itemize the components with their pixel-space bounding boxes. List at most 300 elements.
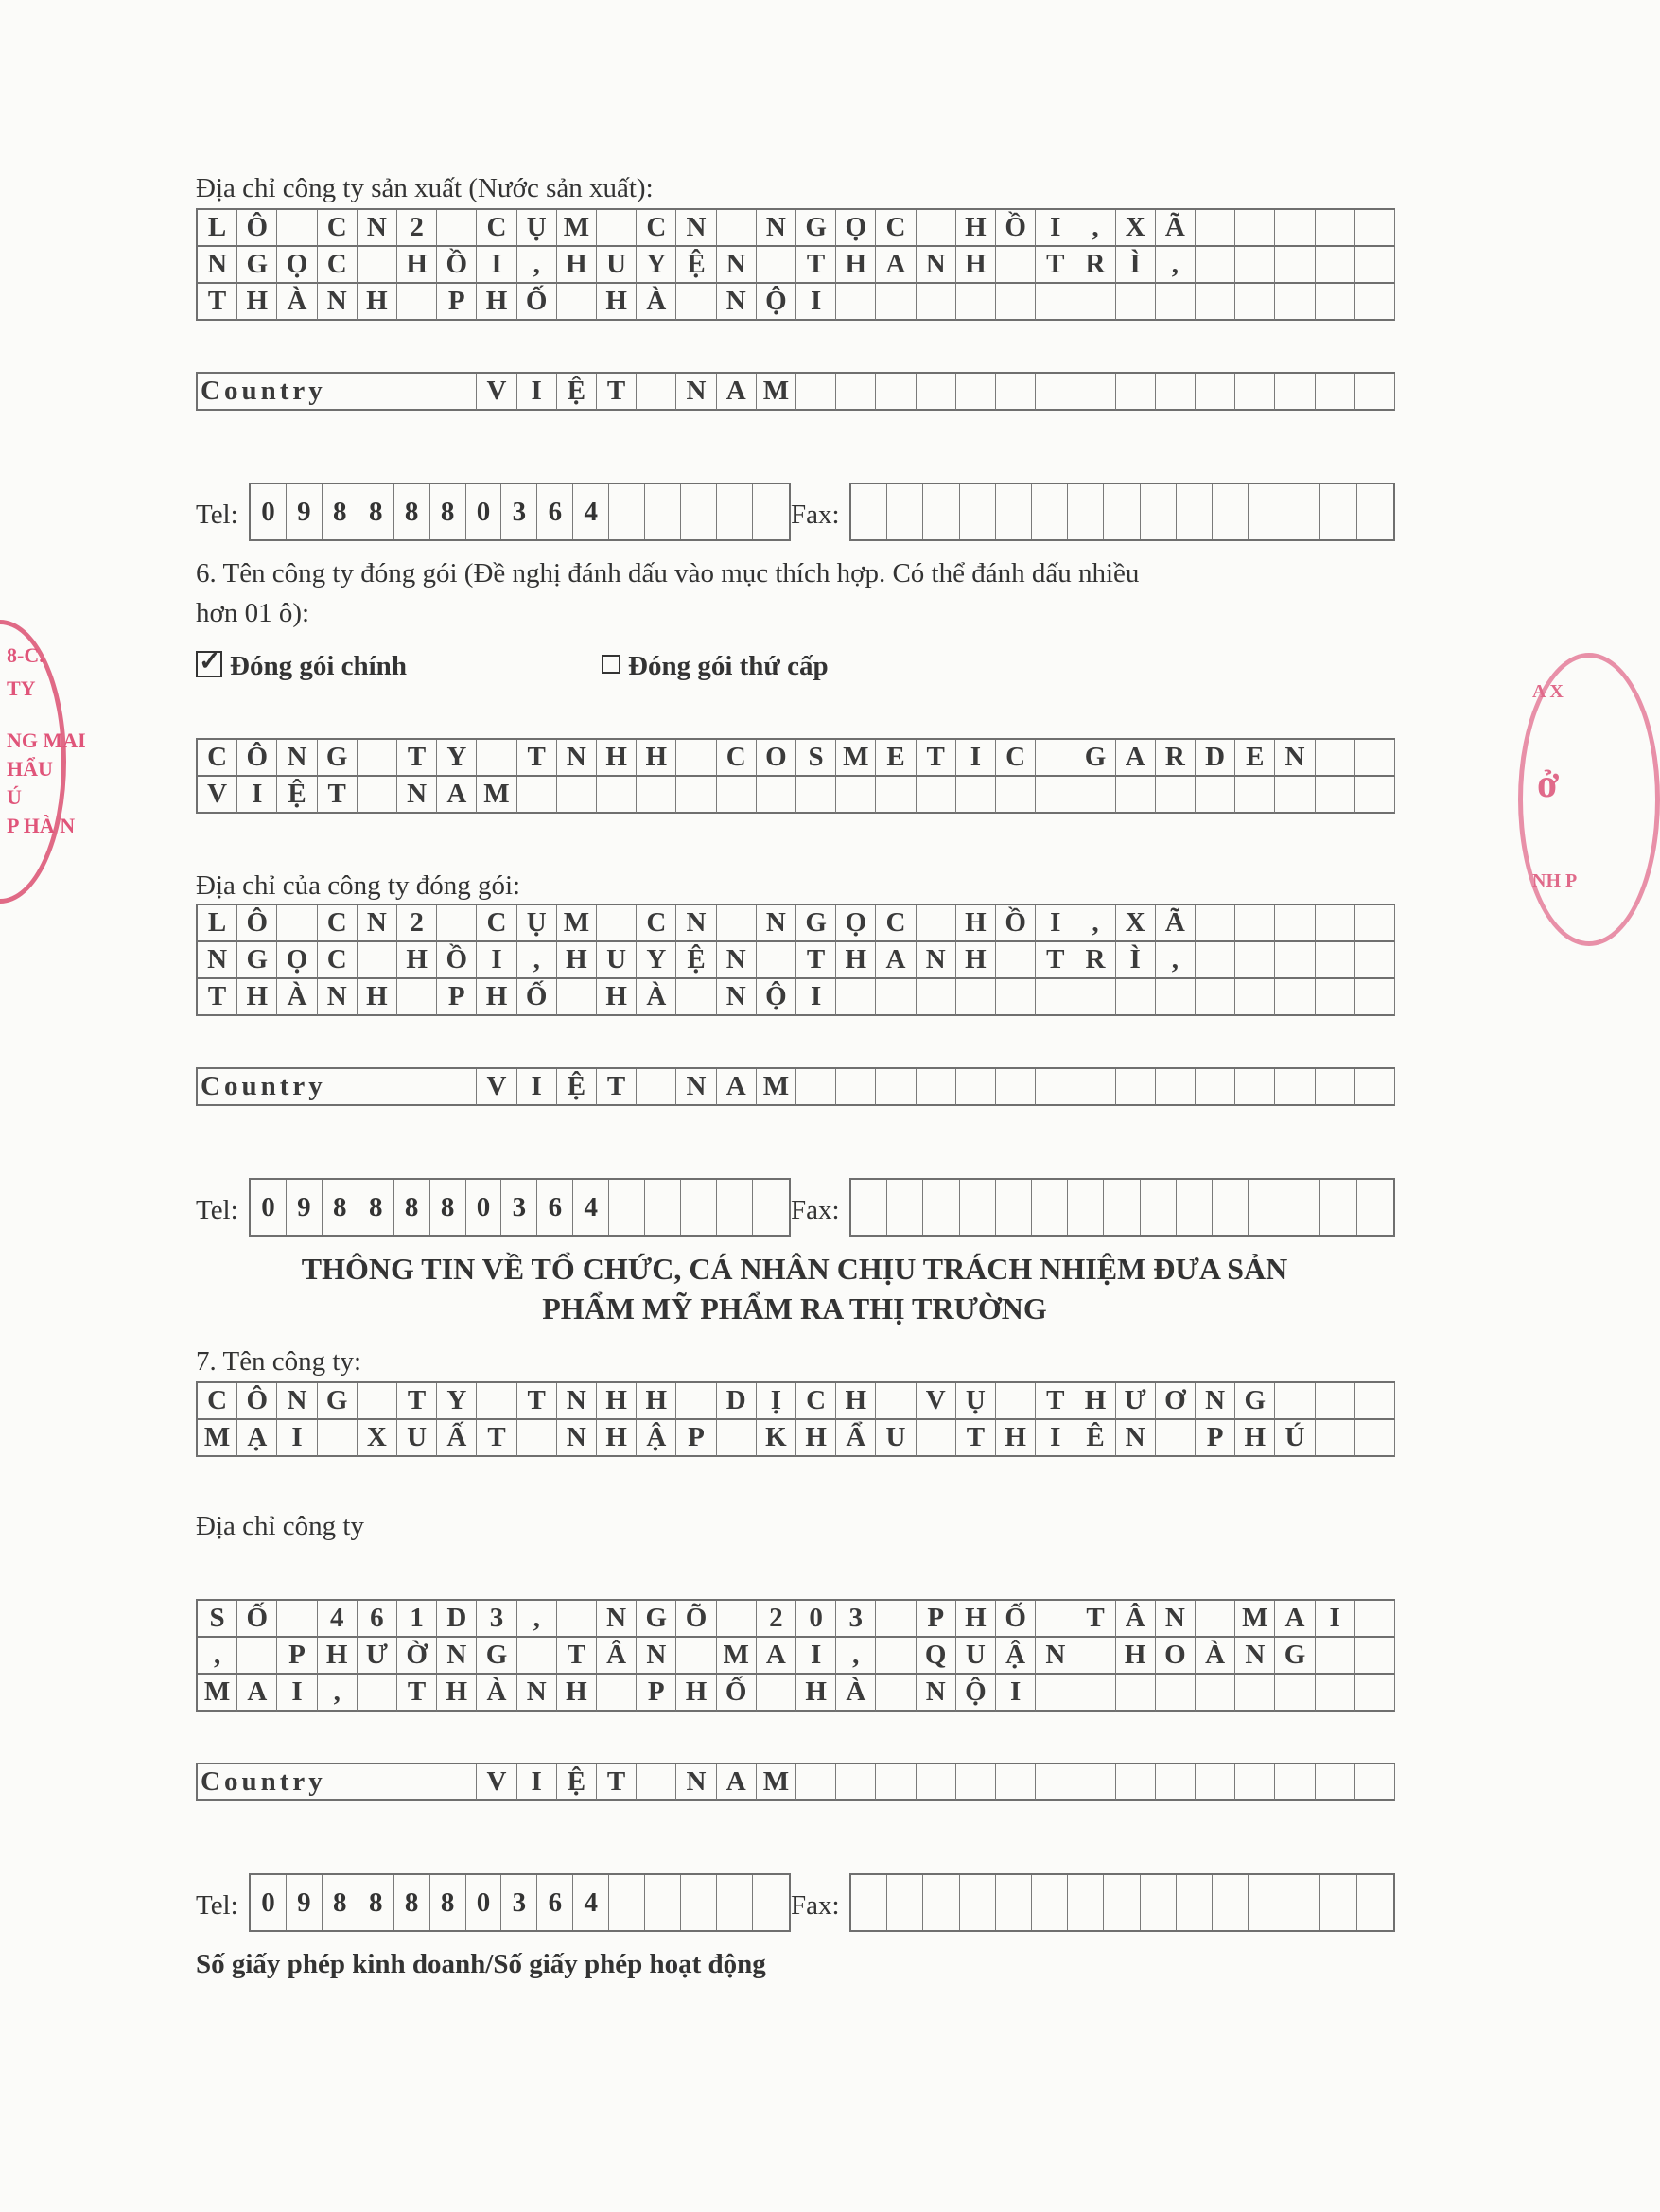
packer-country-grid[interactable] (196, 1067, 1395, 1106)
char-cell[interactable]: G (237, 247, 277, 284)
char-cell[interactable] (1275, 979, 1315, 1016)
digit-box[interactable] (887, 1180, 923, 1235)
digit-box[interactable] (923, 484, 959, 539)
char-cell[interactable]: Ê (1075, 1420, 1115, 1457)
char-cell[interactable]: Ệ (676, 247, 716, 284)
char-cell[interactable]: H (397, 247, 437, 284)
char-cell[interactable] (996, 247, 1036, 284)
country-char-cell[interactable]: I (517, 1069, 557, 1106)
char-cell[interactable] (1316, 905, 1355, 942)
char-cell[interactable]: T (517, 1383, 557, 1420)
char-cell[interactable]: 3 (836, 1601, 876, 1638)
mfr-fax-field[interactable] (849, 483, 1395, 541)
country-char-cell[interactable] (1156, 1069, 1196, 1106)
char-cell[interactable] (1355, 1638, 1395, 1675)
char-cell[interactable] (517, 777, 557, 814)
char-cell[interactable] (477, 1383, 516, 1420)
char-cell[interactable]: A (757, 1638, 796, 1675)
digit-box[interactable]: 8 (323, 1180, 358, 1235)
char-cell[interactable] (437, 210, 477, 247)
country-char-cell[interactable] (956, 1069, 996, 1106)
char-cell[interactable]: H (1075, 1383, 1115, 1420)
char-cell[interactable]: Ô (237, 210, 277, 247)
char-cell[interactable] (1275, 1675, 1315, 1712)
char-cell[interactable] (1196, 284, 1235, 321)
char-cell[interactable] (917, 777, 956, 814)
country-char-cell[interactable] (1235, 1764, 1275, 1801)
char-cell[interactable] (1235, 284, 1275, 321)
char-cell[interactable]: Ì (1116, 247, 1156, 284)
digit-box[interactable]: 0 (251, 484, 287, 539)
char-cell[interactable]: , (517, 247, 557, 284)
char-cell[interactable]: N (757, 210, 796, 247)
checkbox-empty-icon[interactable] (602, 655, 620, 674)
char-cell[interactable]: 2 (757, 1601, 796, 1638)
char-cell[interactable] (757, 1675, 796, 1712)
char-cell[interactable] (517, 1420, 557, 1457)
char-cell[interactable] (956, 979, 996, 1016)
digit-box[interactable] (753, 484, 789, 539)
char-cell[interactable]: Ã (1156, 210, 1196, 247)
char-cell[interactable]: N (277, 740, 317, 777)
char-cell[interactable] (996, 777, 1036, 814)
char-cell[interactable]: N (1116, 1420, 1156, 1457)
char-cell[interactable]: H (237, 284, 277, 321)
country-char-cell[interactable] (637, 374, 676, 411)
country-char-cell[interactable]: I (517, 374, 557, 411)
country-char-cell[interactable]: N (676, 1764, 716, 1801)
char-cell[interactable] (318, 1420, 358, 1457)
char-cell[interactable] (358, 247, 397, 284)
country-char-cell[interactable]: T (597, 374, 637, 411)
char-cell[interactable] (876, 1675, 916, 1712)
char-cell[interactable]: 2 (397, 905, 437, 942)
char-cell[interactable] (717, 777, 757, 814)
digit-box[interactable] (923, 1180, 959, 1235)
char-cell[interactable]: T (397, 1675, 437, 1712)
digit-box[interactable] (960, 1875, 996, 1930)
char-cell[interactable] (1355, 1383, 1395, 1420)
digit-box[interactable] (1213, 1875, 1249, 1930)
digit-box[interactable]: 0 (251, 1180, 287, 1235)
char-cell[interactable] (1316, 210, 1355, 247)
char-cell[interactable]: H (956, 942, 996, 979)
char-cell[interactable]: N (1196, 1383, 1235, 1420)
option-primary-packing[interactable] (196, 651, 407, 682)
digit-box[interactable]: 0 (466, 1875, 502, 1930)
char-cell[interactable]: T (198, 979, 237, 1016)
char-cell[interactable]: A (876, 942, 916, 979)
responsible-address-grid[interactable] (196, 1599, 1395, 1712)
char-cell[interactable]: N (757, 905, 796, 942)
country-char-cell[interactable]: A (717, 1069, 757, 1106)
char-cell[interactable] (917, 905, 956, 942)
char-cell[interactable] (277, 210, 317, 247)
country-char-cell[interactable] (1116, 1764, 1156, 1801)
char-cell[interactable]: N (318, 979, 358, 1016)
country-char-cell[interactable] (796, 374, 836, 411)
char-cell[interactable]: Y (637, 247, 676, 284)
char-cell[interactable]: X (1116, 905, 1156, 942)
char-cell[interactable]: À (477, 1675, 516, 1712)
char-cell[interactable]: I (277, 1420, 317, 1457)
char-cell[interactable]: , (517, 942, 557, 979)
char-cell[interactable] (717, 210, 757, 247)
char-cell[interactable]: M (557, 905, 597, 942)
char-cell[interactable]: M (1235, 1601, 1275, 1638)
digit-box[interactable] (1104, 1875, 1140, 1930)
char-cell[interactable]: A (1116, 740, 1156, 777)
char-cell[interactable]: K (757, 1420, 796, 1457)
char-cell[interactable]: Ọ (836, 210, 876, 247)
char-cell[interactable] (1355, 247, 1395, 284)
digit-box[interactable] (887, 484, 923, 539)
char-cell[interactable]: N (358, 905, 397, 942)
char-cell[interactable]: G (1075, 740, 1115, 777)
char-cell[interactable] (597, 1675, 637, 1712)
char-cell[interactable]: E (1235, 740, 1275, 777)
char-cell[interactable]: T (517, 740, 557, 777)
char-cell[interactable]: C (876, 905, 916, 942)
char-cell[interactable]: C (477, 905, 516, 942)
digit-box[interactable]: 6 (537, 1180, 573, 1235)
char-cell[interactable]: C (318, 905, 358, 942)
char-cell[interactable] (1036, 777, 1075, 814)
country-char-cell[interactable] (1036, 1069, 1075, 1106)
char-cell[interactable]: C (637, 210, 676, 247)
char-cell[interactable] (1316, 1675, 1355, 1712)
char-cell[interactable]: Ụ (517, 210, 557, 247)
digit-box[interactable] (1249, 1180, 1284, 1235)
digit-box[interactable] (1032, 484, 1068, 539)
char-cell[interactable]: N (1036, 1638, 1075, 1675)
char-cell[interactable]: N (1156, 1601, 1196, 1638)
char-cell[interactable] (1355, 777, 1395, 814)
country-char-cell[interactable] (1196, 1069, 1235, 1106)
char-cell[interactable] (1116, 1675, 1156, 1712)
char-cell[interactable] (1275, 247, 1315, 284)
char-cell[interactable]: C (876, 210, 916, 247)
char-cell[interactable] (1355, 979, 1395, 1016)
char-cell[interactable]: M (836, 740, 876, 777)
char-cell[interactable] (597, 777, 637, 814)
char-cell[interactable]: C (318, 247, 358, 284)
char-cell[interactable]: N (676, 210, 716, 247)
digit-box[interactable]: 3 (501, 1180, 537, 1235)
char-cell[interactable]: T (796, 247, 836, 284)
digit-box[interactable] (1284, 1180, 1320, 1235)
char-cell[interactable] (1196, 979, 1235, 1016)
char-cell[interactable] (1316, 1383, 1355, 1420)
char-cell[interactable]: N (198, 247, 237, 284)
char-cell[interactable] (1036, 1675, 1075, 1712)
char-cell[interactable] (917, 284, 956, 321)
char-cell[interactable]: N (397, 777, 437, 814)
digit-box[interactable] (717, 484, 753, 539)
char-cell[interactable]: C (318, 210, 358, 247)
country-char-cell[interactable]: V (477, 374, 516, 411)
char-cell[interactable] (836, 979, 876, 1016)
option-secondary-packing[interactable] (602, 651, 829, 682)
digit-box[interactable]: 8 (394, 1180, 430, 1235)
char-cell[interactable] (676, 1383, 716, 1420)
char-cell[interactable]: Ẩ (836, 1420, 876, 1457)
char-cell[interactable]: H (477, 284, 516, 321)
char-cell[interactable]: N (437, 1638, 477, 1675)
char-cell[interactable]: H (318, 1638, 358, 1675)
char-cell[interactable]: H (557, 942, 597, 979)
mfr-address-grid[interactable] (196, 208, 1395, 321)
char-cell[interactable] (676, 979, 716, 1016)
char-cell[interactable]: Ố (237, 1601, 277, 1638)
country-char-cell[interactable] (637, 1069, 676, 1106)
char-cell[interactable] (1275, 210, 1315, 247)
char-cell[interactable] (1196, 247, 1235, 284)
country-char-cell[interactable] (1275, 1069, 1315, 1106)
char-cell[interactable] (1316, 1638, 1355, 1675)
char-cell[interactable]: L (198, 210, 237, 247)
digit-box[interactable] (717, 1180, 753, 1235)
char-cell[interactable]: H (796, 1420, 836, 1457)
char-cell[interactable]: I (277, 1675, 317, 1712)
char-cell[interactable] (358, 740, 397, 777)
char-cell[interactable]: Ệ (277, 777, 317, 814)
char-cell[interactable]: M (717, 1638, 757, 1675)
char-cell[interactable]: H (676, 1675, 716, 1712)
char-cell[interactable]: T (397, 1383, 437, 1420)
char-cell[interactable]: U (397, 1420, 437, 1457)
char-cell[interactable]: H (956, 905, 996, 942)
char-cell[interactable]: N (717, 979, 757, 1016)
char-cell[interactable]: Ấ (437, 1420, 477, 1457)
char-cell[interactable]: I (1036, 905, 1075, 942)
digit-box[interactable] (1213, 484, 1249, 539)
char-cell[interactable]: N (277, 1383, 317, 1420)
country-char-cell[interactable] (1075, 1764, 1115, 1801)
digit-box[interactable] (1357, 1875, 1393, 1930)
char-cell[interactable]: H (237, 979, 277, 1016)
digit-box[interactable] (1032, 1875, 1068, 1930)
char-cell[interactable]: , (1156, 942, 1196, 979)
char-cell[interactable]: D (437, 1601, 477, 1638)
char-cell[interactable]: H (397, 942, 437, 979)
char-cell[interactable]: Ư (358, 1638, 397, 1675)
char-cell[interactable] (1355, 210, 1395, 247)
char-cell[interactable]: N (318, 284, 358, 321)
char-cell[interactable]: S (796, 740, 836, 777)
char-cell[interactable]: 3 (477, 1601, 516, 1638)
digit-box[interactable]: 8 (358, 484, 394, 539)
digit-box[interactable]: 8 (358, 1875, 394, 1930)
char-cell[interactable] (676, 777, 716, 814)
char-cell[interactable]: 6 (358, 1601, 397, 1638)
char-cell[interactable] (1275, 284, 1315, 321)
country-char-cell[interactable] (876, 374, 916, 411)
country-char-cell[interactable] (1316, 374, 1355, 411)
char-cell[interactable]: P (676, 1420, 716, 1457)
digit-box[interactable] (1068, 1180, 1104, 1235)
digit-box[interactable] (609, 484, 645, 539)
char-cell[interactable]: I (996, 1675, 1036, 1712)
char-cell[interactable] (277, 905, 317, 942)
country-char-cell[interactable] (996, 1069, 1036, 1106)
char-cell[interactable]: Ị (757, 1383, 796, 1420)
char-cell[interactable]: N (717, 284, 757, 321)
char-cell[interactable]: T (796, 942, 836, 979)
char-cell[interactable] (1316, 284, 1355, 321)
char-cell[interactable] (836, 777, 876, 814)
char-cell[interactable]: Ơ (1156, 1383, 1196, 1420)
char-cell[interactable]: H (437, 1675, 477, 1712)
char-cell[interactable]: A (237, 1675, 277, 1712)
char-cell[interactable]: Ộ (757, 979, 796, 1016)
digit-box[interactable] (1357, 484, 1393, 539)
country-char-cell[interactable] (1316, 1069, 1355, 1106)
char-cell[interactable]: G (796, 210, 836, 247)
digit-box[interactable] (887, 1875, 923, 1930)
char-cell[interactable]: T (477, 1420, 516, 1457)
digit-box[interactable] (1320, 1875, 1356, 1930)
country-char-cell[interactable]: Ệ (557, 374, 597, 411)
char-cell[interactable]: G (1275, 1638, 1315, 1675)
country-char-cell[interactable] (1196, 1764, 1235, 1801)
country-char-cell[interactable] (1355, 374, 1395, 411)
char-cell[interactable]: P (437, 284, 477, 321)
char-cell[interactable] (1355, 1601, 1395, 1638)
char-cell[interactable]: T (1036, 1383, 1075, 1420)
char-cell[interactable]: À (836, 1675, 876, 1712)
char-cell[interactable]: , (1075, 210, 1115, 247)
country-char-cell[interactable] (1275, 374, 1315, 411)
packer-address-grid[interactable] (196, 904, 1395, 1016)
country-char-cell[interactable]: V (477, 1764, 516, 1801)
char-cell[interactable] (1355, 1675, 1395, 1712)
digit-box[interactable]: 3 (501, 484, 537, 539)
char-cell[interactable]: H (637, 1383, 676, 1420)
country-char-cell[interactable] (876, 1764, 916, 1801)
char-cell[interactable] (1075, 1638, 1115, 1675)
char-cell[interactable]: H (597, 979, 637, 1016)
country-char-cell[interactable] (917, 374, 956, 411)
digit-box[interactable]: 8 (323, 1875, 358, 1930)
digit-box[interactable] (645, 484, 681, 539)
char-cell[interactable]: H (358, 979, 397, 1016)
char-cell[interactable] (1275, 1383, 1315, 1420)
char-cell[interactable] (876, 1383, 916, 1420)
char-cell[interactable]: , (1075, 905, 1115, 942)
char-cell[interactable]: X (358, 1420, 397, 1457)
char-cell[interactable] (597, 210, 637, 247)
digit-box[interactable] (1177, 484, 1213, 539)
char-cell[interactable] (477, 740, 516, 777)
char-cell[interactable]: N (917, 247, 956, 284)
char-cell[interactable]: Ồ (996, 905, 1036, 942)
country-char-cell[interactable]: A (717, 1764, 757, 1801)
digit-box[interactable] (717, 1875, 753, 1930)
char-cell[interactable]: , (1156, 247, 1196, 284)
char-cell[interactable]: Â (597, 1638, 637, 1675)
country-char-cell[interactable]: N (676, 1069, 716, 1106)
char-cell[interactable]: Ạ (237, 1420, 277, 1457)
digit-box[interactable] (1068, 484, 1104, 539)
char-cell[interactable]: Ã (1156, 905, 1196, 942)
char-cell[interactable]: Ụ (517, 905, 557, 942)
char-cell[interactable]: , (517, 1601, 557, 1638)
digit-box[interactable] (753, 1180, 789, 1235)
digit-box[interactable] (1320, 1180, 1356, 1235)
char-cell[interactable]: Ờ (397, 1638, 437, 1675)
char-cell[interactable] (917, 210, 956, 247)
char-cell[interactable]: T (1075, 1601, 1115, 1638)
char-cell[interactable]: H (557, 247, 597, 284)
char-cell[interactable]: Q (917, 1638, 956, 1675)
char-cell[interactable]: N (917, 1675, 956, 1712)
char-cell[interactable]: T (557, 1638, 597, 1675)
digit-box[interactable] (1141, 1875, 1177, 1930)
char-cell[interactable]: C (996, 740, 1036, 777)
char-cell[interactable] (557, 979, 597, 1016)
char-cell[interactable] (996, 942, 1036, 979)
char-cell[interactable]: T (956, 1420, 996, 1457)
char-cell[interactable] (557, 284, 597, 321)
char-cell[interactable] (1116, 777, 1156, 814)
country-char-cell[interactable] (1116, 374, 1156, 411)
country-char-cell[interactable]: T (597, 1069, 637, 1106)
char-cell[interactable]: P (637, 1675, 676, 1712)
char-cell[interactable] (358, 1675, 397, 1712)
char-cell[interactable] (1355, 740, 1395, 777)
digit-box[interactable] (609, 1180, 645, 1235)
char-cell[interactable]: T (318, 777, 358, 814)
digit-box[interactable] (1177, 1875, 1213, 1930)
country-char-cell[interactable]: N (676, 374, 716, 411)
char-cell[interactable] (1316, 777, 1355, 814)
char-cell[interactable]: V (917, 1383, 956, 1420)
char-cell[interactable] (876, 1638, 916, 1675)
char-cell[interactable]: N (917, 942, 956, 979)
char-cell[interactable]: Ậ (996, 1638, 1036, 1675)
char-cell[interactable]: Ồ (996, 210, 1036, 247)
digit-box[interactable]: 8 (430, 1180, 466, 1235)
char-cell[interactable]: M (198, 1675, 237, 1712)
digit-box[interactable]: 6 (537, 1875, 573, 1930)
country-char-cell[interactable] (1036, 374, 1075, 411)
char-cell[interactable]: Ụ (956, 1383, 996, 1420)
country-char-cell[interactable] (1355, 1764, 1395, 1801)
digit-box[interactable] (1213, 1180, 1249, 1235)
country-char-cell[interactable] (796, 1069, 836, 1106)
char-cell[interactable] (437, 905, 477, 942)
digit-box[interactable] (996, 1875, 1032, 1930)
packer-fax-field[interactable] (849, 1178, 1395, 1237)
responsible-tel-field[interactable] (249, 1873, 791, 1932)
char-cell[interactable]: A (437, 777, 477, 814)
digit-box[interactable] (1104, 484, 1140, 539)
char-cell[interactable] (1235, 979, 1275, 1016)
digit-box[interactable] (960, 484, 996, 539)
char-cell[interactable]: Ì (1116, 942, 1156, 979)
char-cell[interactable]: G (237, 942, 277, 979)
char-cell[interactable]: H (597, 1383, 637, 1420)
country-char-cell[interactable] (796, 1764, 836, 1801)
char-cell[interactable]: C (477, 210, 516, 247)
digit-box[interactable]: 8 (430, 1875, 466, 1930)
char-cell[interactable]: P (1196, 1420, 1235, 1457)
char-cell[interactable]: N (358, 210, 397, 247)
char-cell[interactable]: Y (637, 942, 676, 979)
char-cell[interactable] (917, 979, 956, 1016)
char-cell[interactable] (1196, 777, 1235, 814)
